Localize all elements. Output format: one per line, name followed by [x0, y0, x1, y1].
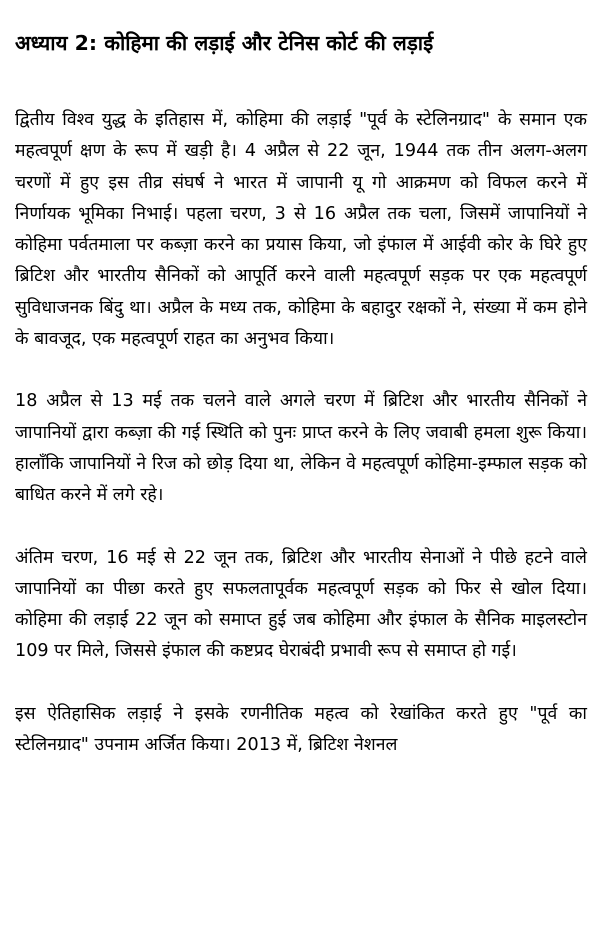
- chapter-title: अध्याय 2: कोहिमा की लड़ाई और टेनिस कोर्ट की लड़ाई: [15, 31, 434, 55]
- paragraph-4: इस ऐतिहासिक लड़ाई ने इसके रणनीतिक महत्व को रेखांकित करते हुए "पूर्व का स्टेलिनग्राद" उपनाम अर्जित किया। 2013 में, ब्रिटिश नेशनल: [15, 703, 587, 756]
- paragraph-1: द्वितीय विश्व युद्ध के इतिहास में, कोहिमा की लड़ाई "पूर्व के स्टेलिनग्राद" के समान एक महत्वपूर्ण क्षण के रूप में खड़ी है। 4 अप्रैल से 22 जून, 1944 तक तीन अलग-अलग चरणों में हुए इस तीव्र संघर्ष ने भारत में जापानी यू गो आक्रमण को विफल करने में निर्णायक भूमिका निभाई। पहला चरण, 3 से 16 अप्रैल तक चला, जिसमें जापानियों ने कोहिमा पर्वतमाला पर कब्ज़ा करने का प्रयास किया, जो इंफाल में आईवी कोर के घिरे हुए ब्रिटिश और भारतीय सैनिकों को आपूर्ति करने वाली महत्वपूर्ण सड़क पर एक महत्वपूर्ण सुविधाजनक बिंदु था। अप्रैल के मध्य तक, कोहिमा के बहादुर रक्षकों ने, संख्या में कम होने के बावजूद, एक महत्वपूर्ण राहत का अनुभव किया।: [15, 110, 587, 350]
- document-page: [15, 28, 587, 761]
- paragraph-2: 18 अप्रैल से 13 मई तक चलने वाले अगले चरण में ब्रिटिश और भारतीय सैनिकों ने जापानियों द्वारा कब्ज़ा की गई स्थिति को पुनः प्राप्त करने के लिए जवाबी हमला शुरू किया। हालाँकि जापानियों ने रिज को छोड़ दिया था, लेकिन वे महत्वपूर्ण कोहिमा-इम्फाल सड़क को बाधित करने में लगे रहे।: [15, 391, 587, 506]
- paragraph-3: अंतिम चरण, 16 मई से 22 जून तक, ब्रिटिश और भारतीय सेनाओं ने पीछे हटने वाले जापानियों का पीछा करते हुए सफलतापूर्वक महत्वपूर्ण सड़क को फिर से खोल दिया। कोहिमा की लड़ाई 22 जून को समाप्त हुई जब कोहिमा और इंफाल के सैनिक माइलस्टोन 109 पर मिले, जिससे इंफाल की कष्टप्रद घेराबंदी प्रभावी रूप से समाप्त हो गई।: [15, 547, 587, 662]
